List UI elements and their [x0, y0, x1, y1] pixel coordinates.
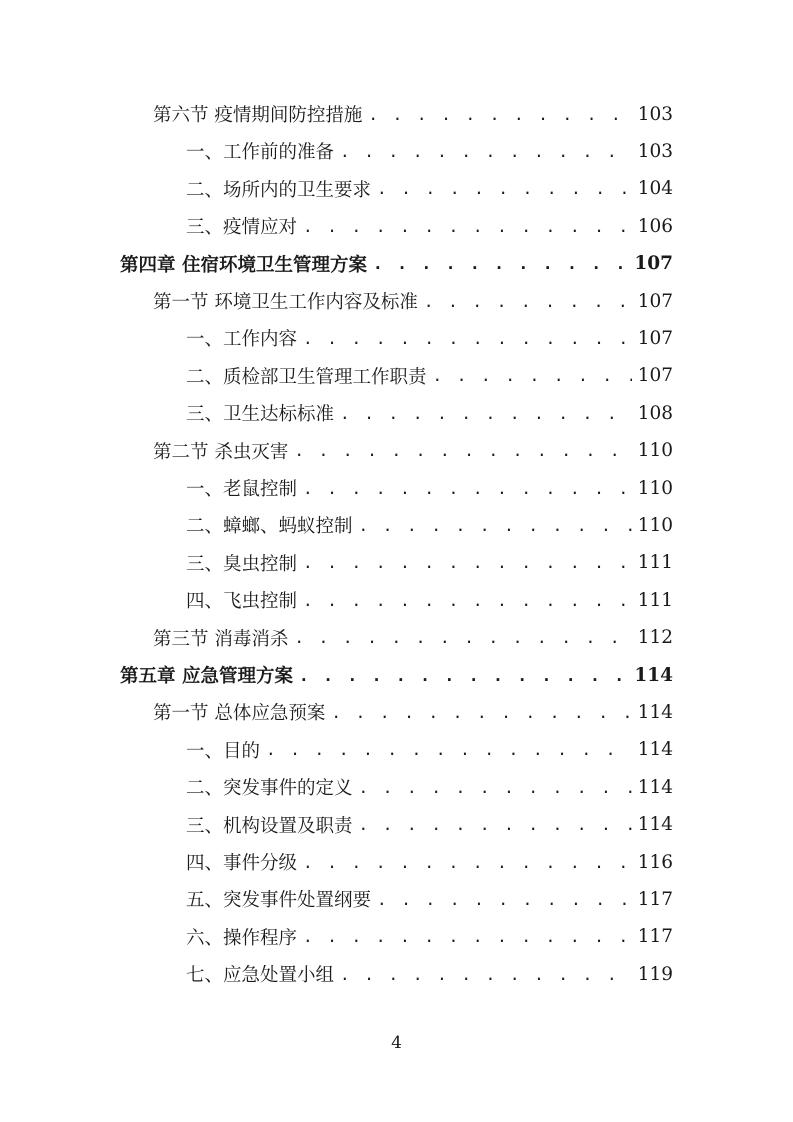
toc-entry-title: 二、场所内的卫生要求 [186, 179, 372, 201]
toc-entry-page: 117 [637, 926, 673, 948]
toc-entry[interactable] [186, 175, 673, 203]
toc-dot-leader [303, 479, 632, 498]
toc-entry-title: 一、工作前的准备 [186, 142, 335, 164]
toc-entry[interactable] [186, 549, 673, 577]
toc-entry[interactable] [186, 960, 673, 988]
toc-entry-page: 106 [637, 215, 673, 237]
toc-entry-page: 111 [637, 552, 673, 574]
toc-entry-title: 四、事件分级 [186, 853, 298, 874]
toc-entry[interactable] [186, 399, 673, 427]
toc-entry[interactable] [186, 811, 673, 839]
toc-entry-title: 二、突发事件的定义 [186, 778, 353, 800]
toc-entry[interactable] [186, 773, 673, 801]
toc-entry[interactable] [186, 736, 673, 764]
toc-entry-title: 一、目的 [186, 740, 261, 762]
toc-entry-title: 第一节 总体应急预案 [153, 703, 326, 725]
toc-entry-title: 第四章 住宿环境卫生管理方案 [120, 254, 367, 276]
toc-entry[interactable] [186, 474, 673, 502]
toc-entry-title: 七、应急处置小组 [186, 965, 335, 987]
toc-entry-page: 117 [637, 888, 673, 910]
toc-entry-title: 六、操作程序 [186, 927, 298, 949]
toc-entry-page: 110 [637, 514, 673, 536]
toc-dot-leader [359, 778, 632, 797]
toc-dot-leader [303, 329, 632, 348]
toc-dot-leader [340, 965, 632, 984]
toc-dot-leader [266, 740, 632, 759]
toc-entry-page: 108 [637, 402, 673, 424]
toc-dot-leader [303, 217, 632, 236]
toc-entry-page: 110 [637, 477, 673, 499]
page-number: 4 [391, 1033, 402, 1053]
toc-entry[interactable] [186, 885, 673, 913]
toc-dot-leader [294, 441, 631, 460]
toc-entry[interactable] [153, 624, 673, 652]
toc-dot-leader [303, 853, 632, 872]
toc-entry[interactable] [186, 324, 673, 352]
toc-entry-title: 四、飞虫控制 [186, 591, 298, 613]
toc-entry-page: 119 [637, 963, 673, 985]
toc-dot-leader [294, 628, 631, 647]
toc-entry[interactable] [153, 437, 673, 465]
toc-entry-page: 103 [637, 103, 673, 125]
toc-entry[interactable] [153, 287, 673, 315]
toc-entry-title: 第二节 杀虫灭害 [153, 441, 289, 463]
toc-entry-page: 114 [637, 739, 673, 761]
toc-entry-page: 112 [637, 627, 673, 649]
toc-entry-page: 104 [637, 178, 673, 200]
toc-entry[interactable] [153, 100, 673, 128]
toc-dot-leader [377, 179, 632, 198]
toc-dot-leader [373, 254, 628, 273]
toc-dot-leader [359, 516, 632, 535]
toc-dot-leader [340, 142, 632, 161]
toc-entry-title: 三、臭虫控制 [186, 553, 298, 575]
toc-entry-title: 第一节 环境卫生工作内容及标准 [153, 292, 418, 313]
toc-entry[interactable] [186, 586, 673, 614]
toc-entry-page: 107 [637, 290, 673, 312]
toc-dot-leader [303, 553, 632, 572]
toc-entry[interactable] [186, 137, 673, 165]
toc-dot-leader [299, 666, 628, 685]
toc-entry[interactable] [186, 212, 673, 240]
toc-dot-leader [377, 890, 632, 909]
toc-dot-leader [331, 703, 631, 722]
toc-dot-leader [359, 815, 632, 834]
toc-entry-page: 107 [637, 365, 673, 387]
toc-entry-chapter[interactable] [120, 661, 673, 689]
toc-entry-page: 103 [637, 140, 673, 162]
toc-entry-chapter[interactable] [120, 250, 673, 278]
toc-dot-leader [424, 292, 632, 311]
toc-entry-page: 116 [637, 851, 673, 873]
toc-entry-title: 第六节 疫情期间防控措施 [153, 105, 363, 126]
toc-entry[interactable] [186, 848, 673, 876]
toc-entry[interactable] [186, 362, 673, 390]
toc-entry-page: 114 [637, 776, 673, 798]
toc-entry-title: 一、老鼠控制 [186, 479, 298, 500]
toc-entry-page: 107 [637, 327, 673, 349]
toc-entry-title: 二、质检部卫生管理工作职责 [186, 366, 427, 388]
toc-entry-page: 107 [634, 253, 673, 275]
toc-entry[interactable] [186, 511, 673, 539]
toc-dot-leader [303, 591, 632, 610]
toc-entry-page: 114 [634, 664, 673, 686]
toc-entry-title: 二、蟑螂、蚂蚁控制 [186, 516, 353, 538]
toc-entry-title: 第五章 应急管理方案 [120, 666, 293, 687]
toc-dot-leader [340, 404, 632, 423]
toc-entry-page: 111 [637, 589, 673, 611]
toc-entry-page: 114 [637, 814, 673, 836]
toc-entry[interactable] [153, 698, 673, 726]
toc-entry[interactable] [186, 923, 673, 951]
toc-entry-title: 三、机构设置及职责 [186, 815, 353, 837]
toc-entry-title: 第三节 消毒消杀 [153, 628, 289, 650]
toc-entry-title: 一、工作内容 [186, 329, 298, 351]
toc-dot-leader [433, 366, 632, 385]
toc-entry-title: 三、卫生达标标准 [186, 404, 335, 426]
toc-entry-title: 五、突发事件处置纲要 [186, 890, 372, 912]
toc-dot-leader [303, 927, 632, 946]
toc-entry-page: 110 [637, 440, 673, 462]
toc-entry-title: 三、疫情应对 [186, 217, 298, 239]
toc-entry-page: 114 [637, 701, 673, 723]
toc-dot-leader [368, 105, 631, 124]
